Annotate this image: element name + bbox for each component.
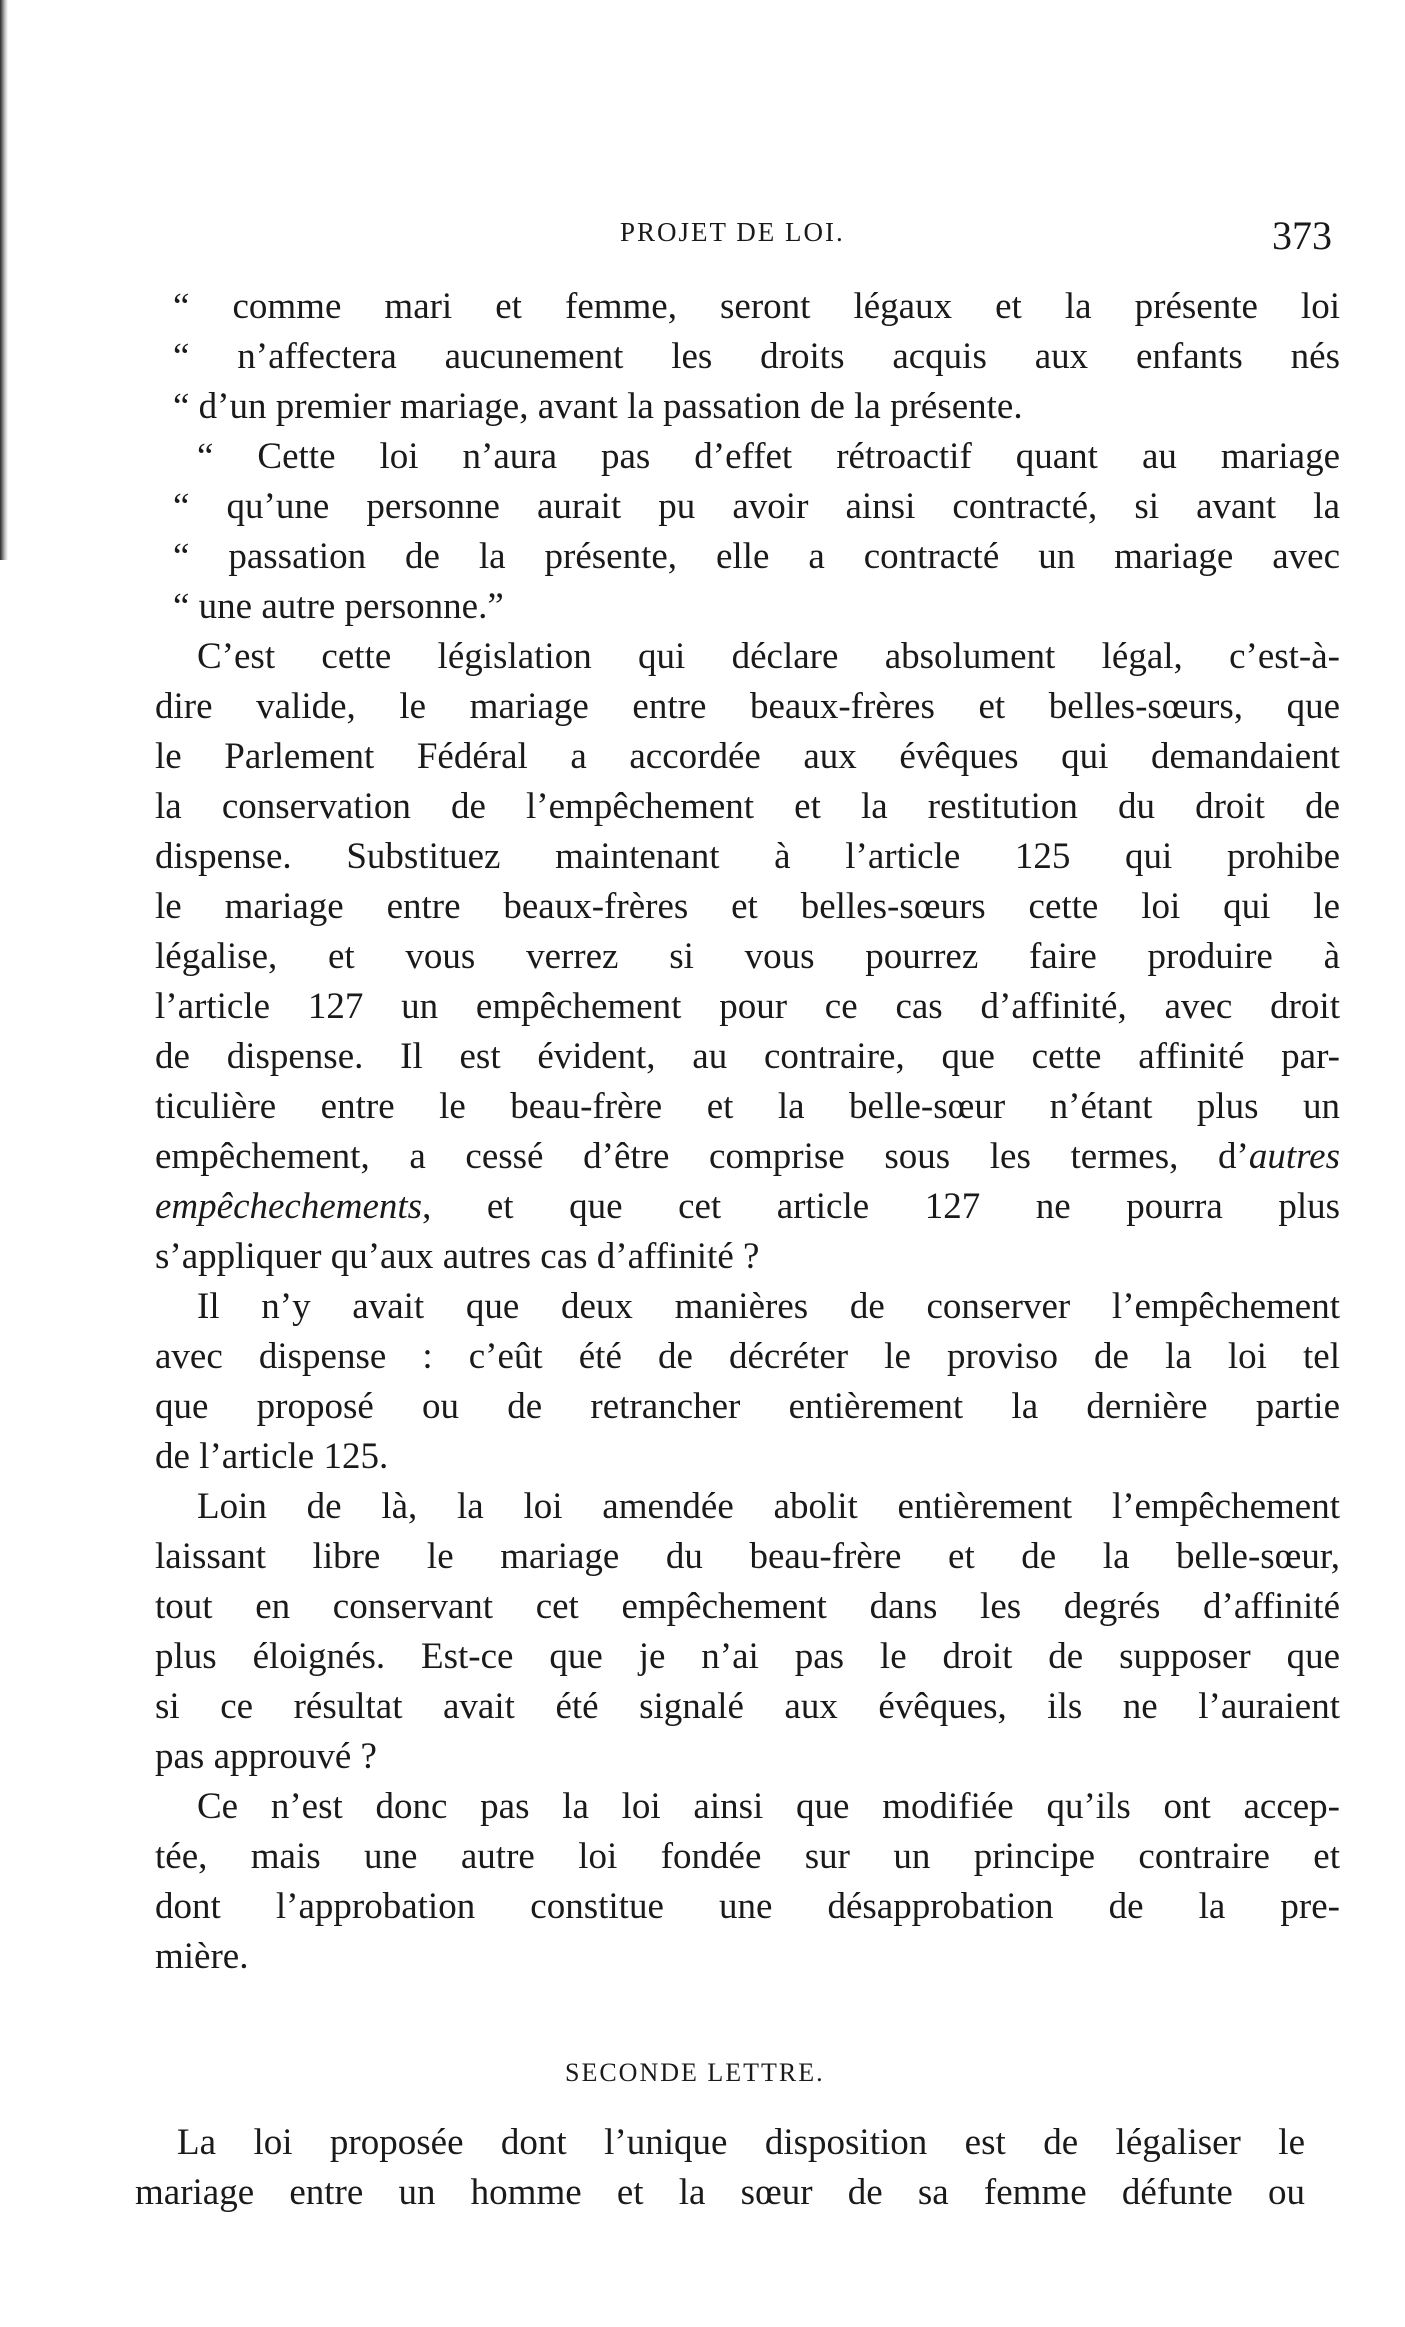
text-line: la conservation de l’empêchement et la restitution du droit de xyxy=(155,786,1340,827)
text-line xyxy=(155,1132,1340,1182)
text-line: tée, mais une autre loi fondée sur un principe contraire et xyxy=(155,1836,1340,1877)
text-line: avec dispense : c’eût été de décréter le proviso de la loi tel xyxy=(155,1336,1340,1377)
text-line: “ Cette loi n’aura pas d’effet rétroactif quant au mariage xyxy=(197,436,1340,477)
text-line: pas approuvé ? xyxy=(155,1736,377,1777)
page-edge-shadow xyxy=(0,0,8,560)
italic-fragment: empêchechements xyxy=(155,1186,423,1227)
text-line: si ce résultat avait été signalé aux évêques, ils ne l’auraient xyxy=(155,1686,1340,1727)
text-line: Il n’y avait que deux manières de conserver l’empêchement xyxy=(197,1286,1340,1327)
page-number: 373 xyxy=(1272,213,1332,258)
text-line: mariage entre un homme et la sœur de sa femme défunte ou xyxy=(135,2172,1305,2213)
text-line: l’article 127 un empêchement pour ce cas d’affinité, avec droit xyxy=(155,986,1340,1027)
text-line: de dispense. Il est évident, au contraire, que cette affinité par- xyxy=(155,1036,1340,1077)
section-text xyxy=(135,2118,1305,2218)
text-line: laissant libre le mariage du beau-frère et de la belle-sœur, xyxy=(155,1536,1340,1577)
main-text xyxy=(155,282,1340,1982)
text-fragment: , et que cet article 127 ne pourra plus xyxy=(422,1186,1340,1227)
text-line: Loin de là, la loi amendée abolit entièrement l’empêchement xyxy=(197,1486,1340,1527)
text-fragment: empêchement, a cessé d’être comprise sous les termes, d’ xyxy=(155,1136,1249,1177)
text-line: dispense. Substituez maintenant à l’article 125 qui prohibe xyxy=(155,836,1340,877)
italic-fragment: autres xyxy=(1248,1136,1340,1177)
text-line: “ comme mari et femme, seront légaux et la présente loi xyxy=(173,286,1340,327)
text-line: Ce n’est donc pas la loi ainsi que modifiée qu’ils ont accep- xyxy=(197,1786,1340,1827)
text-line: le Parlement Fédéral a accordée aux évêques qui demandaient xyxy=(155,736,1340,777)
text-line: s’appliquer qu’aux autres cas d’affinité ? xyxy=(155,1236,760,1277)
text-line xyxy=(155,1182,1340,1232)
text-line: “ passation de la présente, elle a contracté un mariage avec xyxy=(173,536,1340,577)
text-line: mière. xyxy=(155,1936,249,1977)
running-title: PROJET DE LOI. xyxy=(620,217,845,247)
text-line: C’est cette législation qui déclare absolument légal, c’est-à- xyxy=(197,636,1340,677)
text-line: plus éloignés. Est-ce que je n’ai pas le droit de supposer que xyxy=(155,1636,1340,1677)
text-line: dont l’approbation constitue une désapprobation de la pre- xyxy=(155,1886,1340,1927)
text-line: “ une autre personne.” xyxy=(173,586,504,627)
text-line: légalise, et vous verrez si vous pourrez faire produire à xyxy=(155,936,1340,977)
text-line: “ qu’une personne aurait pu avoir ainsi contracté, si avant la xyxy=(173,486,1340,527)
text-line: le mariage entre beaux-frères et belles-sœurs cette loi qui le xyxy=(155,886,1340,927)
text-line: tout en conservant cet empêchement dans les degrés d’affinité xyxy=(155,1586,1340,1627)
text-line: dire valide, le mariage entre beaux-frères et belles-sœurs, que xyxy=(155,686,1340,727)
text-line: “ d’un premier mariage, avant la passation de la présente. xyxy=(173,386,1023,427)
text-line: de l’article 125. xyxy=(155,1436,389,1477)
text-line: La loi proposée dont l’unique disposition est de légaliser le xyxy=(177,2122,1305,2163)
text-line: que proposé ou de retrancher entièrement la dernière partie xyxy=(155,1386,1340,1427)
section-heading: SECONDE LETTRE. xyxy=(565,2058,825,2087)
text-line: “ n’affectera aucunement les droits acquis aux enfants nés xyxy=(173,336,1340,377)
text-line: ticulière entre le beau-frère et la belle-sœur n’étant plus un xyxy=(155,1086,1340,1127)
